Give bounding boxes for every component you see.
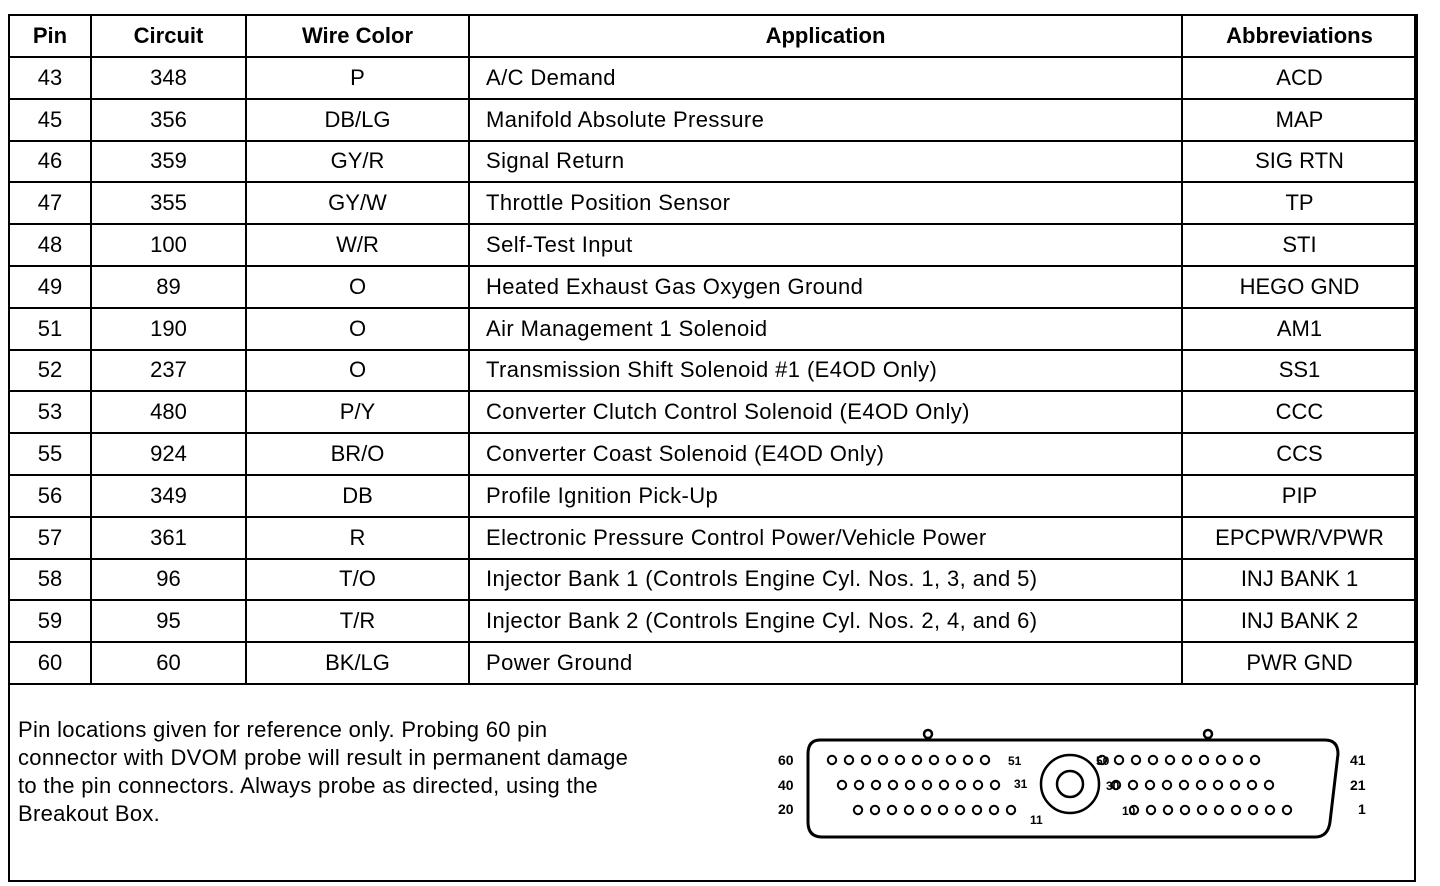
pin-hole — [872, 781, 880, 789]
pin-hole — [939, 806, 947, 814]
pin-hole — [957, 781, 965, 789]
cell-pin: 43 — [9, 57, 91, 99]
cell-pin: 45 — [9, 99, 91, 141]
header-application: Application — [469, 15, 1182, 57]
header-abbreviations: Abbreviations — [1182, 15, 1417, 57]
center-key-inner — [1057, 771, 1083, 797]
pin-hole — [871, 806, 879, 814]
cell-wire-color: R — [246, 517, 469, 559]
pin-label-10: 10 — [1122, 804, 1136, 818]
pin-hole — [981, 756, 989, 764]
cell-abbreviation: INJ BANK 2 — [1182, 600, 1417, 642]
pin-hole — [888, 806, 896, 814]
pin-label-41: 41 — [1350, 752, 1366, 768]
header-wire-color: Wire Color — [246, 15, 469, 57]
table-row — [9, 559, 1417, 601]
table-row — [9, 99, 1417, 141]
table-row — [9, 350, 1417, 392]
pin-hole — [930, 756, 938, 764]
note-line: connector with DVOM probe will result in permanent damage — [18, 745, 629, 770]
pin-hole — [1180, 781, 1188, 789]
pin-hole — [973, 806, 981, 814]
cell-wire-color: O — [246, 308, 469, 350]
cell-circuit: 100 — [91, 224, 246, 266]
table-row — [9, 517, 1417, 559]
cell-wire-color: W/R — [246, 224, 469, 266]
pin-hole — [905, 806, 913, 814]
pin-label-60: 60 — [778, 752, 794, 768]
cell-circuit: 349 — [91, 475, 246, 517]
note-line: to the pin connectors. Always probe as directed, using the — [18, 773, 598, 798]
pin-holes — [828, 756, 1291, 814]
cell-abbreviation: SS1 — [1182, 350, 1417, 392]
cell-wire-color: P — [246, 57, 469, 99]
note-line: Pin locations given for reference only. Probing 60 pin — [18, 717, 548, 742]
cell-pin: 60 — [9, 642, 91, 684]
pin-hole — [1147, 806, 1155, 814]
probe-warning-note — [18, 716, 758, 828]
pin-label-31: 31 — [1014, 777, 1028, 791]
pin-hole — [1248, 781, 1256, 789]
cell-wire-color: P/Y — [246, 391, 469, 433]
cell-application: Converter Coast Solenoid (E4OD Only) — [469, 433, 1182, 475]
cell-application: Power Ground — [469, 642, 1182, 684]
pin-hole — [855, 781, 863, 789]
pin-hole — [1164, 806, 1172, 814]
pin-hole — [1231, 781, 1239, 789]
cell-pin: 56 — [9, 475, 91, 517]
pin-hole — [1166, 756, 1174, 764]
cell-wire-color: BR/O — [246, 433, 469, 475]
table-row — [9, 57, 1417, 99]
pin-hole — [906, 781, 914, 789]
cell-pin: 51 — [9, 308, 91, 350]
cell-application: Profile Ignition Pick-Up — [469, 475, 1182, 517]
cell-circuit: 190 — [91, 308, 246, 350]
cell-pin: 46 — [9, 141, 91, 183]
pin-hole — [879, 756, 887, 764]
pin-hole — [1251, 756, 1259, 764]
cell-application: Converter Clutch Control Solenoid (E4OD Only) — [469, 391, 1182, 433]
pin-hole — [1234, 756, 1242, 764]
pin-label-51: 51 — [1008, 754, 1022, 768]
pin-hole — [922, 806, 930, 814]
cell-pin: 47 — [9, 182, 91, 224]
table-row — [9, 182, 1417, 224]
pin-hole — [1265, 781, 1273, 789]
pin-label-30: 30 — [1106, 779, 1120, 793]
cell-application: Air Management 1 Solenoid — [469, 308, 1182, 350]
pin-hole — [1215, 806, 1223, 814]
pin-hole — [1132, 756, 1140, 764]
pin-hole — [1183, 756, 1191, 764]
center-key-outer — [1041, 755, 1099, 813]
pin-hole — [956, 806, 964, 814]
cell-application: Manifold Absolute Pressure — [469, 99, 1182, 141]
table-row — [9, 475, 1417, 517]
pin-hole — [991, 781, 999, 789]
cell-circuit: 480 — [91, 391, 246, 433]
connector-diagram — [770, 722, 1390, 842]
pin-hole — [974, 781, 982, 789]
cell-pin: 49 — [9, 266, 91, 308]
cell-abbreviation: INJ BANK 1 — [1182, 559, 1417, 601]
table-row — [9, 141, 1417, 183]
cell-pin: 52 — [9, 350, 91, 392]
pin-hole — [1217, 756, 1225, 764]
cell-application: Injector Bank 1 (Controls Engine Cyl. Nos. 1, 3, and 5) — [469, 559, 1182, 601]
pin-hole — [940, 781, 948, 789]
pin-hole — [1198, 806, 1206, 814]
cell-pin: 55 — [9, 433, 91, 475]
cell-abbreviation: TP — [1182, 182, 1417, 224]
table-row — [9, 266, 1417, 308]
table-row — [9, 600, 1417, 642]
pin-label-21: 21 — [1350, 777, 1366, 793]
note-line: Breakout Box. — [18, 801, 161, 826]
pin-hole — [1266, 806, 1274, 814]
cell-wire-color: GY/R — [246, 141, 469, 183]
cell-application: Transmission Shift Solenoid #1 (E4OD Only) — [469, 350, 1182, 392]
pin-hole — [923, 781, 931, 789]
cell-application: Electronic Pressure Control Power/Vehicle Power — [469, 517, 1182, 559]
cell-application: Injector Bank 2 (Controls Engine Cyl. Nos. 2, 4, and 6) — [469, 600, 1182, 642]
cell-pin: 58 — [9, 559, 91, 601]
pin-hole — [990, 806, 998, 814]
cell-abbreviation: ACD — [1182, 57, 1417, 99]
cell-wire-color: T/O — [246, 559, 469, 601]
pin-hole — [1200, 756, 1208, 764]
cell-circuit: 95 — [91, 600, 246, 642]
cell-abbreviation: EPCPWR/VPWR — [1182, 517, 1417, 559]
pin-hole — [1146, 781, 1154, 789]
table-header-row — [9, 15, 1417, 57]
pin-hole — [913, 756, 921, 764]
pin-hole — [1232, 806, 1240, 814]
cell-abbreviation: SIG RTN — [1182, 141, 1417, 183]
cell-abbreviation: AM1 — [1182, 308, 1417, 350]
pin-hole — [889, 781, 897, 789]
cell-wire-color: O — [246, 350, 469, 392]
cell-circuit: 237 — [91, 350, 246, 392]
cell-application: Self-Test Input — [469, 224, 1182, 266]
pin-label-50: 50 — [1096, 754, 1110, 768]
pin-hole — [1149, 756, 1157, 764]
cell-circuit: 348 — [91, 57, 246, 99]
pin-label-40: 40 — [778, 777, 794, 793]
cell-application: Throttle Position Sensor — [469, 182, 1182, 224]
pin-hole — [854, 806, 862, 814]
connector-tab-right — [1204, 730, 1212, 738]
cell-application: A/C Demand — [469, 57, 1182, 99]
pin-label-1: 1 — [1358, 801, 1366, 817]
cell-application: Heated Exhaust Gas Oxygen Ground — [469, 266, 1182, 308]
connector-tab-left — [924, 730, 932, 738]
pin-hole — [862, 756, 870, 764]
cell-abbreviation: PIP — [1182, 475, 1417, 517]
pin-hole — [838, 781, 846, 789]
table-row — [9, 433, 1417, 475]
pin-hole — [1249, 806, 1257, 814]
cell-abbreviation: HEGO GND — [1182, 266, 1417, 308]
cell-pin: 53 — [9, 391, 91, 433]
pin-hole — [1181, 806, 1189, 814]
cell-circuit: 60 — [91, 642, 246, 684]
pin-hole — [1197, 781, 1205, 789]
pin-hole — [947, 756, 955, 764]
cell-wire-color: DB — [246, 475, 469, 517]
cell-abbreviation: PWR GND — [1182, 642, 1417, 684]
pin-hole — [1163, 781, 1171, 789]
pin-hole — [964, 756, 972, 764]
cell-abbreviation: MAP — [1182, 99, 1417, 141]
cell-wire-color: T/R — [246, 600, 469, 642]
cell-circuit: 96 — [91, 559, 246, 601]
cell-application: Signal Return — [469, 141, 1182, 183]
cell-wire-color: GY/W — [246, 182, 469, 224]
cell-abbreviation: CCC — [1182, 391, 1417, 433]
cell-pin: 59 — [9, 600, 91, 642]
table-row — [9, 224, 1417, 266]
cell-wire-color: BK/LG — [246, 642, 469, 684]
table-row — [9, 308, 1417, 350]
pin-hole — [1007, 806, 1015, 814]
cell-wire-color: O — [246, 266, 469, 308]
header-pin: Pin — [9, 15, 91, 57]
pin-label-20: 20 — [778, 801, 794, 817]
pin-hole — [1115, 756, 1123, 764]
cell-circuit: 356 — [91, 99, 246, 141]
header-circuit: Circuit — [91, 15, 246, 57]
cell-pin: 48 — [9, 224, 91, 266]
pin-hole — [1214, 781, 1222, 789]
cell-abbreviation: CCS — [1182, 433, 1417, 475]
pin-hole — [896, 756, 904, 764]
pin-label-11: 11 — [1030, 813, 1043, 827]
pin-hole — [1129, 781, 1137, 789]
cell-pin: 57 — [9, 517, 91, 559]
cell-circuit: 355 — [91, 182, 246, 224]
pin-hole — [1283, 806, 1291, 814]
pin-hole — [845, 756, 853, 764]
cell-circuit: 361 — [91, 517, 246, 559]
pin-table — [8, 14, 1418, 685]
table-row — [9, 642, 1417, 684]
cell-circuit: 924 — [91, 433, 246, 475]
cell-circuit: 359 — [91, 141, 246, 183]
table-row — [9, 391, 1417, 433]
pin-hole — [828, 756, 836, 764]
cell-circuit: 89 — [91, 266, 246, 308]
cell-wire-color: DB/LG — [246, 99, 469, 141]
cell-abbreviation: STI — [1182, 224, 1417, 266]
